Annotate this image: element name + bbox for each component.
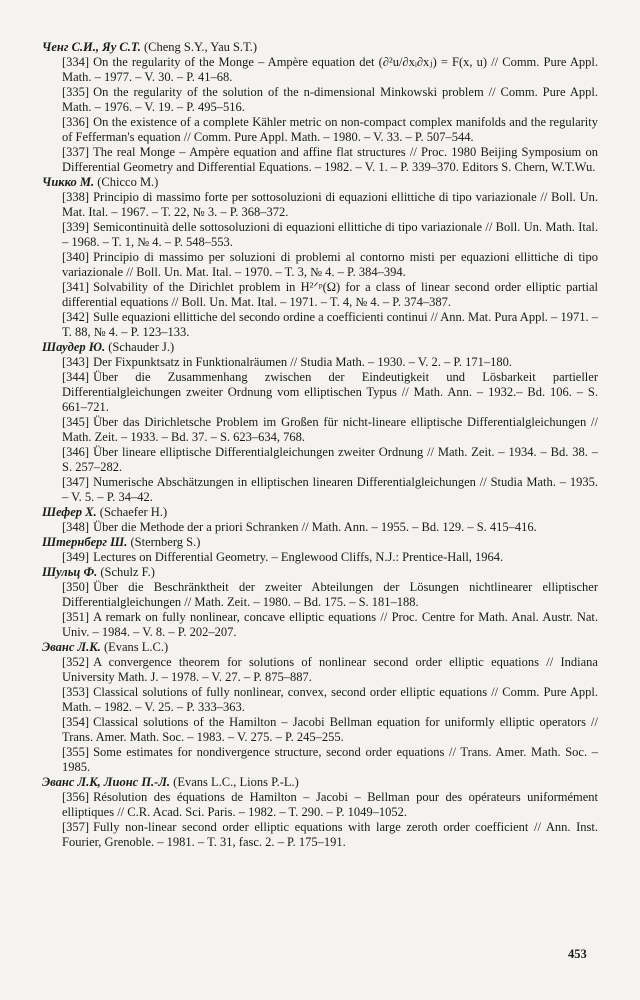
entry-list: [42, 190, 598, 340]
entry-list: [42, 655, 598, 775]
entry-number: [357]: [62, 820, 90, 834]
entry-text: Über die Methode der a priori Schranken // Math. Ann. – 1955. – Bd. 129. – S. 415–416.: [93, 520, 537, 534]
entry-number: [347]: [62, 475, 90, 489]
entry-text: Classical solutions of the Hamilton – Jacobi Bellman equation for uniformly elliptic operators // Trans. Amer. Math. Soc. – 1983. – V. 275. – P. 245–255.: [62, 715, 598, 744]
author-group: [42, 505, 598, 535]
bibliography: [42, 40, 598, 850]
bibliography-entry: [42, 85, 598, 115]
entry-number: [345]: [62, 415, 90, 429]
entry-text: On the regularity of the Monge – Ampère equation det (∂²u/∂xᵢ∂xⱼ) = F(x, u) // Comm. Pure Appl. Math. – 1977. – V. 30. – P. 41–68.: [62, 55, 598, 84]
bibliography-entry: [42, 55, 598, 85]
entry-list: [42, 520, 598, 535]
author-heading: [42, 775, 598, 790]
author-group: [42, 175, 598, 340]
author-heading: [42, 40, 598, 55]
bibliography-entry: [42, 820, 598, 850]
author-group: [42, 40, 598, 175]
entry-number: [334]: [62, 55, 90, 69]
author-name-ru: Ченг С.И., Яу С.Т.: [42, 40, 141, 54]
entry-number: [350]: [62, 580, 90, 594]
author-groups: [42, 40, 598, 850]
entry-text: Résolution des équations de Hamilton – Jacobi – Bellman pour des opérateurs uniformément elliptiques // C.R. Acad. Sci. Paris. – 1982. – T. 290. – P. 1049–1052.: [62, 790, 598, 819]
author-name-ru: Эванс Л.К, Лионс П.-Л.: [42, 775, 171, 789]
entry-text: Fully non-linear second order elliptic equations with large zeroth order coefficient // Ann. Inst. Fourier, Grenoble. – 1981. – T. 31, fasc. 2. – P. 175–191.: [62, 820, 598, 849]
entry-number: [336]: [62, 115, 90, 129]
bibliography-entry: [42, 250, 598, 280]
bibliography-entry: [42, 115, 598, 145]
author-name-ru: Шаудер Ю.: [42, 340, 106, 354]
entry-number: [349]: [62, 550, 90, 564]
author-name-en: (Evans L.C., Lions P.-L.): [173, 775, 299, 789]
author-heading: [42, 565, 598, 580]
author-group: [42, 340, 598, 505]
entry-text: On the regularity of the solution of the n-dimensional Minkowski problem // Comm. Pure Appl. Math. – 1976. – V. 19. – P. 495–516.: [62, 85, 598, 114]
bibliography-entry: [42, 355, 598, 370]
entry-text: Principio di massimo forte per sottosoluzioni di equazioni ellittiche di tipo variazionale // Boll. Un. Mat. Ital. – 1967. – T. 22, № 3. – P. 368–372.: [62, 190, 598, 219]
author-name-ru: Эванс Л.К.: [42, 640, 101, 654]
bibliography-entry: [42, 790, 598, 820]
entry-number: [352]: [62, 655, 90, 669]
entry-text: Lectures on Differential Geometry. – Englewood Cliffs, N.J.: Prentice-Hall, 1964.: [93, 550, 504, 564]
author-name-ru: Чикко М.: [42, 175, 95, 189]
entry-list: [42, 550, 598, 565]
bibliography-entry: [42, 520, 598, 535]
entry-text: Über die Beschränktheit der zweiter Abteilungen der Lösungen nichtlinearer elliptischer Differentialgleichungen // Math. Zeit. – 1980. – Bd. 175. – S. 181–188.: [62, 580, 598, 609]
author-heading: [42, 175, 598, 190]
author-name-ru: Штернберг Ш.: [42, 535, 128, 549]
entry-number: [355]: [62, 745, 90, 759]
entry-number: [337]: [62, 145, 90, 159]
bibliography-entry: [42, 715, 598, 745]
author-heading: [42, 340, 598, 355]
entry-number: [339]: [62, 220, 90, 234]
author-group: [42, 640, 598, 775]
entry-list: [42, 580, 598, 640]
entry-number: [346]: [62, 445, 90, 459]
author-name-en: (Evans L.C.): [103, 640, 169, 654]
entry-text: Der Fixpunktsatz in Funktionalräumen // Studia Math. – 1930. – V. 2. – P. 171–180.: [93, 355, 513, 369]
entry-number: [338]: [62, 190, 90, 204]
entry-number: [353]: [62, 685, 90, 699]
entry-list: [42, 790, 598, 850]
author-name-ru: Шульц Ф.: [42, 565, 98, 579]
entry-number: [344]: [62, 370, 90, 384]
author-heading: [42, 640, 598, 655]
entry-number: [348]: [62, 520, 90, 534]
entry-text: Principio di massimo per soluzioni di problemi al contorno misti per equazioni ellittiche di tipo variazionale // Boll. Un. Mat. Ital. – 1970. – T. 3, № 4. – P. 384–394.: [62, 250, 598, 279]
entry-text: The real Monge – Ampère equation and affine flat structures // Proc. 1980 Beijing Symposium on Differential Geometry and Differential Equations. – 1982. – V. 1. – P. 339–370. Editors S. Chern, W.T.Wu.: [62, 145, 598, 174]
entry-text: Semicontinuità delle sottosoluzioni di equazioni ellittiche di tipo variazionale // Boll. Un. Math. Ital. – 1968. – T. 1, № 4. – P. 548–553.: [62, 220, 598, 249]
author-name-en: (Schaefer H.): [99, 505, 168, 519]
author-name-en: (Schauder J.): [108, 340, 175, 354]
entry-list: [42, 55, 598, 175]
author-name-en: (Cheng S.Y., Yau S.T.): [143, 40, 258, 54]
entry-text: Sulle equazioni ellittiche del secondo ordine a coefficienti continui // Ann. Mat. Pura Appl. – 1971. – T. 88, № 4. – P. 123–133.: [62, 310, 598, 339]
entry-list: [42, 355, 598, 505]
entry-text: Classical solutions of fully nonlinear, convex, second order elliptic equations // Comm. Pure Appl. Math. – 1982. – V. 25. – P. 333–363.: [62, 685, 598, 714]
bibliography-entry: [42, 280, 598, 310]
entry-text: Über die Zusammenhang zwischen der Eindeutigkeit und Lösbarkeit partieller Differentialgleichungen zweiter Ordnung vom elliptischen Typus // Math. Ann. – 1932.– Bd. 106. – S. 661–721.: [62, 370, 598, 414]
entry-text: Solvability of the Dirichlet problem in H²ᐟᵖ(Ω) for a class of linear second order elliptic partial differential equations // Boll. Un. Mat. Ital. – 1971. – T. 4, № 4. – P. 374–387.: [62, 280, 598, 309]
bibliography-entry: [42, 685, 598, 715]
bibliography-entry: [42, 145, 598, 175]
entry-number: [343]: [62, 355, 90, 369]
bibliography-entry: [42, 445, 598, 475]
author-group: [42, 565, 598, 640]
author-group: [42, 775, 598, 850]
page-number: 453: [568, 947, 587, 961]
bibliography-entry: [42, 370, 598, 415]
author-heading: [42, 505, 598, 520]
bibliography-entry: [42, 415, 598, 445]
bibliography-entry: [42, 745, 598, 775]
bibliography-entry: [42, 190, 598, 220]
entry-number: [351]: [62, 610, 90, 624]
entry-text: On the existence of a complete Kähler metric on non-compact complex manifolds and the regularity of Fefferman's equation // Comm. Pure Appl. Math. – 1980. – V. 33. – P. 507–544.: [62, 115, 598, 144]
author-name-en: (Chicco M.): [97, 175, 159, 189]
author-name-en: (Sternberg S.): [130, 535, 201, 549]
bibliography-entry: [42, 220, 598, 250]
entry-text: A convergence theorem for solutions of nonlinear second order elliptic equations // Indiana University Math. J. – 1978. – V. 27. – P. 875–887.: [62, 655, 598, 684]
author-group: [42, 535, 598, 565]
entry-text: A remark on fully nonlinear, concave elliptic equations // Proc. Centre for Math. Anal. Austr. Nat. Univ. – 1984. – V. 8. – P. 202–207.: [62, 610, 598, 639]
entry-number: [340]: [62, 250, 90, 264]
bibliography-entry: [42, 655, 598, 685]
bibliography-entry: [42, 550, 598, 565]
author-name-en: (Schulz F.): [100, 565, 155, 579]
entry-number: [341]: [62, 280, 90, 294]
entry-text: Über das Dirichletsche Problem im Großen für nicht-lineare elliptische Differentialgleichungen // Math. Zeit. – 1933. – Bd. 37. – S. 623–634, 768.: [62, 415, 598, 444]
entry-number: [335]: [62, 85, 90, 99]
author-name-ru: Шефер Х.: [42, 505, 97, 519]
entry-number: [354]: [62, 715, 90, 729]
entry-text: Numerische Abschätzungen in elliptischen linearen Differentialgleichungen // Studia Math. – 1935. – V. 5. – P. 34–42.: [62, 475, 598, 504]
entry-text: Über lineare elliptische Differentialgleichungen zweiter Ordnung // Math. Zeit. – 1934. – Bd. 38. – S. 257–282.: [62, 445, 598, 474]
bibliography-entry: [42, 580, 598, 610]
bibliography-entry: [42, 310, 598, 340]
entry-number: [356]: [62, 790, 90, 804]
entry-number: [342]: [62, 310, 90, 324]
bibliography-entry: [42, 610, 598, 640]
author-heading: [42, 535, 598, 550]
entry-text: Some estimates for nondivergence structure, second order equations // Trans. Amer. Math. Soc. – 1985.: [62, 745, 598, 774]
bibliography-entry: [42, 475, 598, 505]
